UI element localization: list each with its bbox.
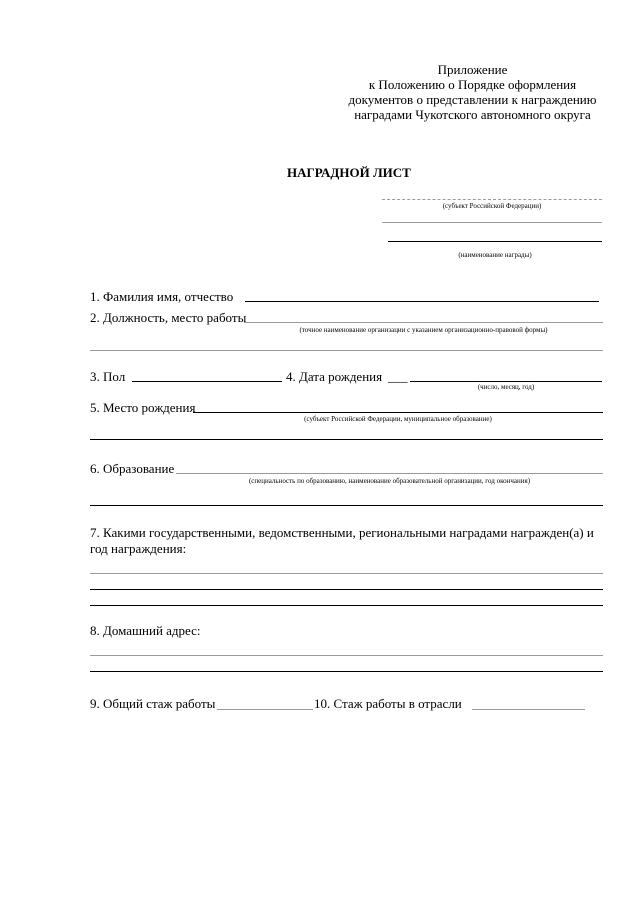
field-label-birthplace: 5. Место рождения xyxy=(90,400,196,415)
position-input-line[interactable] xyxy=(244,322,603,323)
education-input-line[interactable] xyxy=(176,473,603,474)
address-input-line[interactable] xyxy=(90,655,603,656)
appendix-line: Приложение xyxy=(437,62,508,77)
appendix-line: наградами Чукотского автономного округа xyxy=(354,107,591,122)
field-label-total-experience: 9. Общий стаж работы xyxy=(90,696,216,711)
appendix-line: к Положению о Порядке оформления xyxy=(368,77,577,92)
subject-input-line[interactable] xyxy=(382,199,602,200)
dob-hint: (число, месяц, год) xyxy=(477,383,535,391)
award-input-line[interactable] xyxy=(388,241,602,242)
field-label-position: 2. Должность, место работы xyxy=(90,310,247,325)
awards-input-line[interactable] xyxy=(90,573,603,574)
dob-prefill: ___ xyxy=(388,369,408,384)
birthplace-input-line[interactable] xyxy=(193,412,603,413)
field-label-industry-experience: 10. Стаж работы в отрасли xyxy=(314,696,462,711)
awards-input-line[interactable] xyxy=(90,605,603,606)
field-label-address: 8. Домашний адрес: xyxy=(90,623,201,638)
position-input-line-2[interactable] xyxy=(90,350,603,351)
subject-input-line-2[interactable] xyxy=(382,222,602,223)
education-input-line-2[interactable] xyxy=(90,505,603,506)
position-hint: (точное наименование организации с указанием организационно-правовой формы) xyxy=(299,326,548,334)
birthplace-hint: (субъект Российской Федерации, муниципальное образование) xyxy=(304,415,492,423)
sex-input-line[interactable] xyxy=(132,381,282,382)
awards-input-line[interactable] xyxy=(90,589,603,590)
fio-input-line[interactable] xyxy=(245,301,599,302)
total-experience-input-line[interactable] xyxy=(217,709,313,710)
field-label-awards-2: год награждения: xyxy=(90,541,187,556)
appendix-block xyxy=(330,62,615,122)
document-title: НАГРАДНОЙ ЛИСТ xyxy=(287,165,411,180)
birthplace-input-line-2[interactable] xyxy=(90,439,603,440)
field-label-fio: 1. Фамилия имя, отчество xyxy=(90,289,234,304)
address-input-line-2[interactable] xyxy=(90,671,603,672)
appendix-line: документов о представлении к награждению xyxy=(348,92,597,107)
education-hint: (специальность по образованию, наименование образовательной организации, год окончания) xyxy=(248,477,531,485)
field-label-awards: 7. Какими государственными, ведомственными, региональными наградами награжден(а) и xyxy=(90,525,594,540)
field-label-sex: 3. Пол xyxy=(90,369,126,384)
dob-input-line[interactable] xyxy=(410,381,602,382)
subject-hint: (субъект Российской Федерации) xyxy=(442,202,542,210)
field-label-education: 6. Образование xyxy=(90,461,175,476)
industry-experience-input-line[interactable] xyxy=(472,709,585,710)
award-hint: (наименование награды) xyxy=(458,251,532,259)
field-label-dob: 4. Дата рождения xyxy=(286,369,383,384)
